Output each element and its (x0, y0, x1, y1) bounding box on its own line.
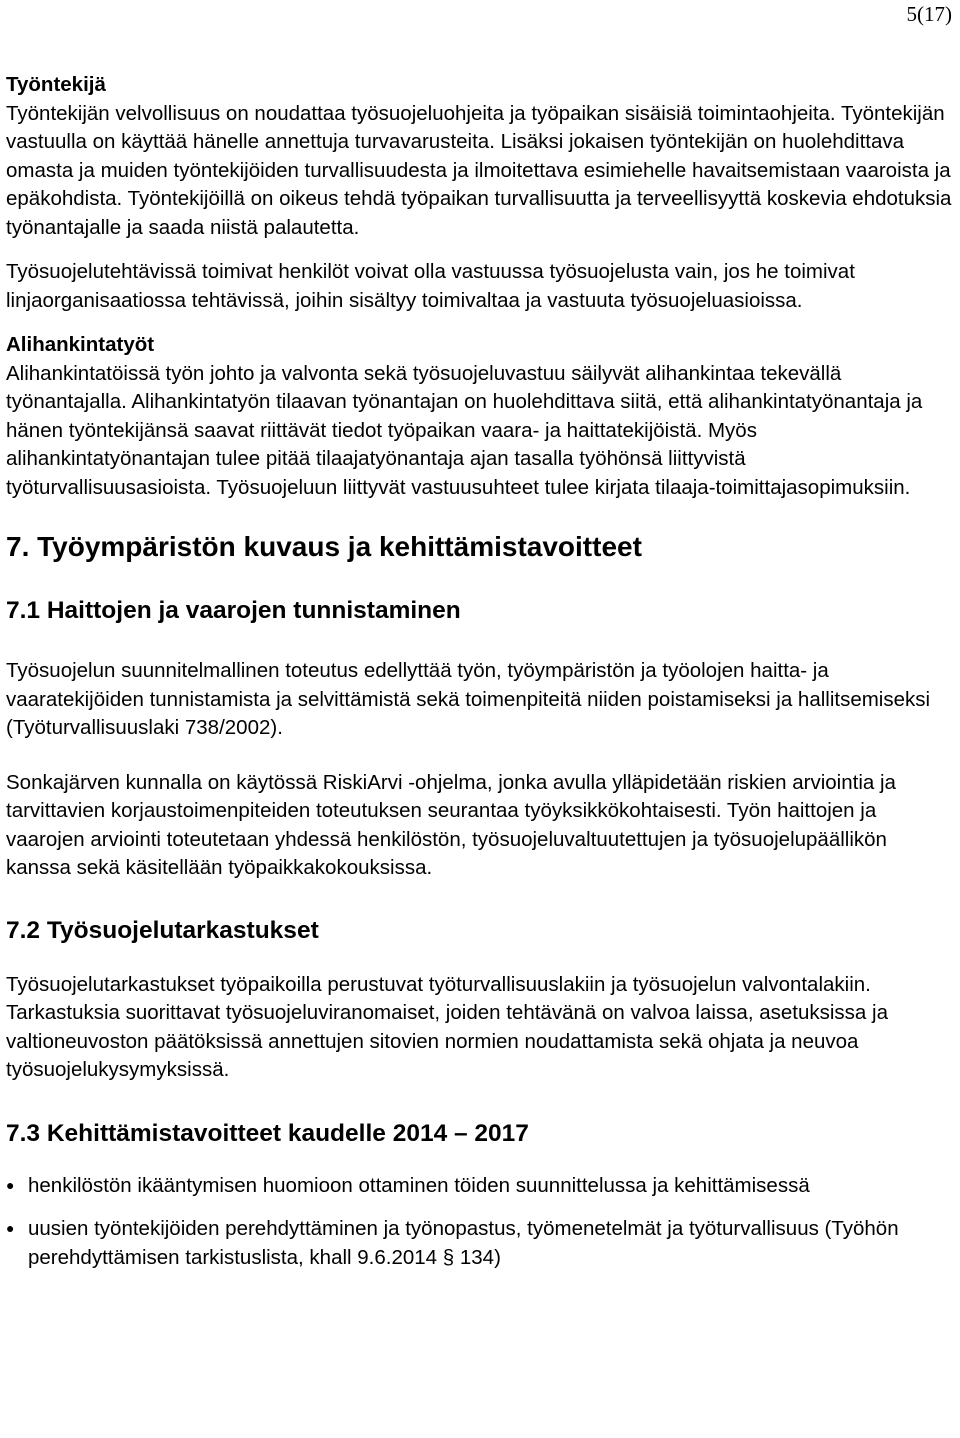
page-number: 5(17) (906, 2, 952, 26)
worker-paragraph-2: Työsuojelutehtävissä toimivat henkilöt voivat olla vastuussa työsuojelusta vain, jos he toimivat linjaorganisaatiossa tehtävissä, joihin sisältyy toimivaltaa ja vastuuta työsuojeluasioissa. (6, 260, 855, 312)
bullet-dot-icon: ● (6, 1220, 15, 1236)
section-7-1-paragraph-2: Sonkajärven kunnalla on käytössä RiskiArvi -ohjelma, jonka avulla ylläpidetään riskien arviointia ja tarvittavien korjaustoimenpiteiden toteutuksen seurantaa työyksikkökohtaisesti. Työn haittojen ja vaarojen arviointi toteutetaan yhdessä henkilöstön, työsuojeluvaltuutettujen ja työsuojelupäällikön kanssa sekä käsitellään työpaikkakokouksissa. (6, 770, 896, 879)
section-7-heading: 7. Työympäristön kuvaus ja kehittämistavoitteet (6, 531, 642, 562)
worker-paragraph: Työntekijän velvollisuus on noudattaa työsuojeluohjeita ja työpaikan sisäisiä toimintaohjeita. Työntekijän vastuulla on käyttää hänelle annettuja turvavarusteita. Lisäksi jokaisen työntekijän on huolehdittava omasta ja muiden työntekijöiden turvallisuudesta ja ilmoitettava esimiehelle havaitsemistaan vaaroista ja epäkohdista. Työntekijöillä on oikeus tehdä työpaikan turvallisuutta ja terveellisyyttä koskevia ehdotuksia työnantajalle ja saada niistä palautetta. (6, 101, 952, 239)
section-7-3-heading: 7.3 Kehittämistavoitteet kaudelle 2014 – 2017 (6, 1119, 529, 1147)
list-item: ● henkilöstön ikääntymisen huomioon ottaminen töiden suunnittelussa ja kehittämisessä (6, 1171, 954, 1201)
bullet-dot-icon: ● (6, 1176, 15, 1193)
worker-heading: Työntekijä (6, 73, 106, 96)
section-7-1-paragraph-1: Työsuojelun suunnitelmallinen toteutus edellyttää työn, työympäristön ja työolojen haitta- ja vaaratekijöiden tunnistamista ja selvittämistä sekä toimenpiteitä niiden poistamiseksi ja hallitsemiseksi (Työturvallisuuslaki 738/2002). (6, 659, 931, 739)
section-7-1-heading: 7.1 Haittojen ja vaarojen tunnistaminen (6, 597, 461, 624)
goals-list (6, 1171, 954, 1273)
list-item: ● uusien työntekijöiden perehdyttäminen ja työnopastus, työmenetelmät ja työturvallisuus (Työhön perehdyttämisen tarkistuslista, khall 9.6.2014 § 134) (6, 1214, 954, 1272)
document-body (6, 71, 954, 1272)
section-7-2-heading: 7.2 Työsuojelutarkastukset (6, 916, 319, 944)
subcontracting-paragraph: Alihankintatöissä työn johto ja valvonta sekä työsuojeluvastuu säilyvät alihankintaa tekevällä työnantajalla. Alihankintatyön tilaavan työnantajan on huolehdittava siitä, että alihankintatyönantaja ja hänen työntekijänsä saavat riittävät tiedot työpaikan vaara- ja haittatekijöistä. Myös alihankintatyönantajan tulee pitää tilaajatyönantaja ajan tasalla työhönsä liittyvistä työturvallisuusasioista. Työsuojeluun liittyvät vastuusuhteet tulee kirjata tilaaja-toimittajasopimuksiin. (6, 361, 923, 499)
section-7-2-paragraph: Työsuojelutarkastukset työpaikoilla perustuvat työturvallisuuslakiin ja työsuojelun valvontalakiin. Tarkastuksia suorittavat työsuojeluviranomaiset, joiden tehtävänä on valvoa laissa, asetuksissa ja valtioneuvoston päätöksissä annettujen sitovien normien noudattamista sekä ohjata ja neuvoa työsuojelukysymyksissä. (6, 972, 888, 1081)
subcontracting-heading: Alihankintatyöt (6, 333, 155, 356)
